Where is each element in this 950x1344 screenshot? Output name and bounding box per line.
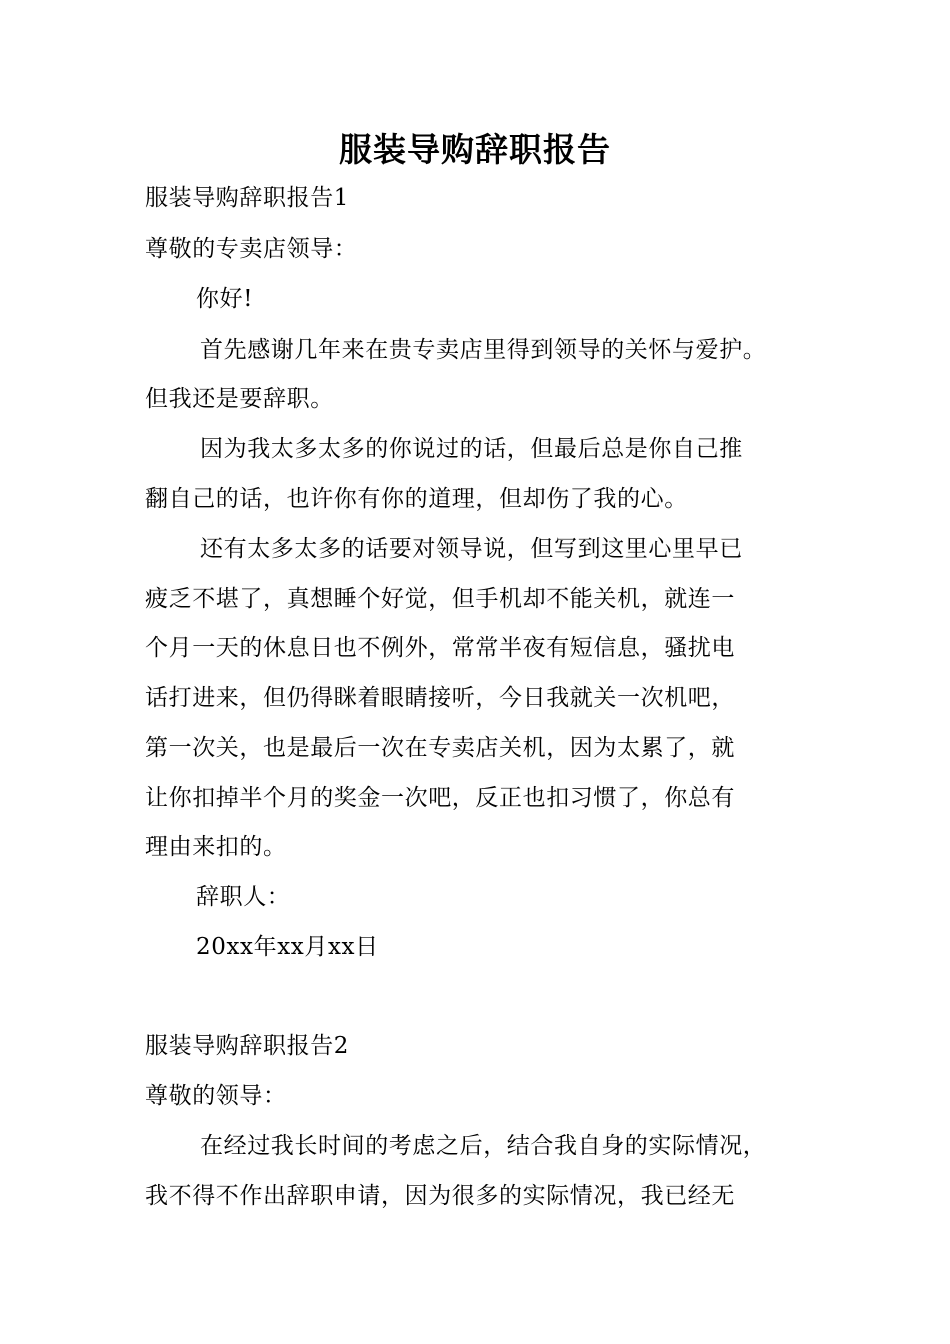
section1-heading: 服装导购辞职报告1 <box>145 185 350 211</box>
section1-greeting: 你好! <box>196 286 254 312</box>
paragraph-line: 疲乏不堪了，真想睡个好觉，但手机却不能关机，就连一 <box>145 586 735 612</box>
paragraph-line: 翻自己的话，也许你有你的道理，但却伤了我的心。 <box>145 486 688 512</box>
paragraph-line: 因为我太多太多的你说过的话，但最后总是你自己推 <box>200 436 743 462</box>
paragraph-line: 话打进来，但仍得眯着眼睛接听，今日我就关一次机吧， <box>145 685 735 711</box>
section2-salutation: 尊敬的领导： <box>145 1083 287 1109</box>
paragraph-line: 第一次关，也是最后一次在专卖店关机，因为太累了，就 <box>145 735 735 761</box>
section2-heading: 服装导购辞职报告2 <box>145 1033 350 1059</box>
paragraph-line: 首先感谢几年来在贵专卖店里得到领导的关怀与爱护。 <box>200 337 767 363</box>
signature-label: 辞职人： <box>196 884 291 910</box>
paragraph-line: 但我还是要辞职。 <box>145 386 334 412</box>
section1-salutation: 尊敬的专卖店领导： <box>145 236 358 262</box>
paragraph-line: 我不得不作出辞职申请，因为很多的实际情况，我已经无 <box>145 1183 735 1209</box>
signature-date: 20xx年xx月xx日 <box>196 934 379 960</box>
paragraph-line: 还有太多太多的话要对领导说，但写到这里心里早已 <box>200 536 743 562</box>
paragraph-line: 理由来扣的。 <box>145 834 287 860</box>
paragraph-line: 让你扣掉半个月的奖金一次吧，反正也扣习惯了，你总有 <box>145 785 735 811</box>
paragraph-line: 个月一天的休息日也不例外，常常半夜有短信息，骚扰电 <box>145 635 735 661</box>
paragraph-line: 在经过我长时间的考虑之后，结合我自身的实际情况， <box>200 1133 767 1159</box>
document-title: 服装导购辞职报告 <box>339 130 611 169</box>
